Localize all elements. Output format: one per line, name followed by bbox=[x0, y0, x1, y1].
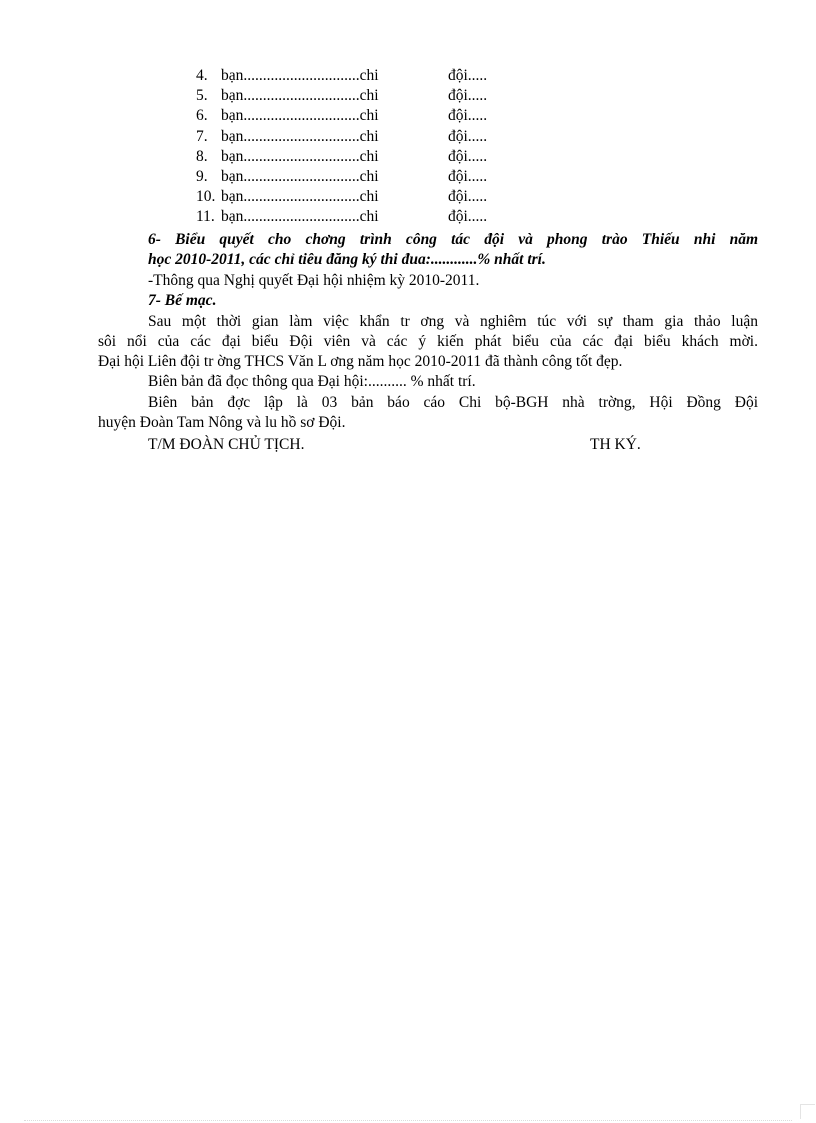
item-unit-line: đội..... bbox=[448, 67, 488, 84]
item-unit-line: đội..... bbox=[448, 208, 488, 226]
item-number: 11. bbox=[196, 208, 215, 226]
chair-signature-label: T/M ĐOÀN CHỦ TỊCH. bbox=[148, 436, 305, 453]
item-name-line: bạn..............................chi bbox=[221, 67, 379, 84]
list-item bbox=[196, 207, 516, 227]
section-6-line-2: học 2010-2011, các chỉ tiêu đăng ký thi đua:............% nhất trí. bbox=[148, 251, 546, 269]
item-name-line: bạn..............................chi bbox=[221, 208, 379, 226]
closing-line-3: Đại hội Liên đội tr ờng THCS Văn L ơng năm học 2010-2011 đã thành công tốt đẹp. bbox=[98, 353, 623, 371]
list-item bbox=[196, 106, 516, 126]
minutes-read-line: Biên bản đã đọc thông qua Đại hội:.......... % nhất trí. bbox=[148, 373, 476, 391]
list-item bbox=[196, 127, 516, 147]
item-unit-line: đội..... bbox=[448, 127, 488, 145]
secretary-signature-label: TH KÝ. bbox=[590, 436, 641, 453]
list-item bbox=[196, 187, 516, 207]
item-name-line: bạn..............................chi bbox=[221, 87, 379, 105]
item-unit-line: đội..... bbox=[448, 147, 488, 165]
section-6-line-1: 6- Biểu quyết cho chơng trình công tác đội và phong trào Thiếu nhi năm bbox=[148, 231, 758, 248]
page-bottom-divider bbox=[24, 1120, 792, 1121]
item-number: 8. bbox=[196, 147, 208, 165]
minutes-made-line-2: huyện Đoàn Tam Nông và lu hồ sơ Đội. bbox=[98, 414, 346, 432]
item-number: 4. bbox=[196, 67, 208, 84]
list-item bbox=[196, 167, 516, 187]
item-name-line: bạn..............................chi bbox=[221, 167, 379, 185]
item-unit-line: đội..... bbox=[448, 87, 488, 105]
item-number: 6. bbox=[196, 107, 208, 125]
list-item bbox=[196, 147, 516, 167]
item-unit-line: đội..... bbox=[448, 107, 488, 125]
section-7-heading: 7- Bế mạc. bbox=[148, 292, 217, 310]
section-6-heading bbox=[98, 230, 758, 271]
closing-line-1: Sau một thời gian làm việc khẩn tr ơng và nghiêm túc với sự tham gia thảo luận bbox=[148, 312, 758, 330]
item-name-line: bạn..............................chi bbox=[221, 147, 379, 165]
list-item bbox=[196, 66, 516, 86]
item-number: 10. bbox=[196, 188, 216, 206]
item-unit-line: đội..... bbox=[448, 188, 488, 206]
minutes-made-line-1: Biên bản đợc lập là 03 bản báo cáo Chi bộ-BGH nhà trờng, Hội Đồng Đội bbox=[148, 393, 758, 411]
item-number: 7. bbox=[196, 127, 208, 145]
item-number: 5. bbox=[196, 87, 208, 105]
resolution-line: -Thông qua Nghị quyết Đại hội nhiệm kỳ 2010-2011. bbox=[148, 272, 480, 289]
list-item bbox=[196, 86, 516, 106]
item-unit-line: đội..... bbox=[448, 167, 488, 185]
delegate-list bbox=[196, 66, 516, 228]
closing-line-2: sôi nổi của các đại biểu Đội viên và các ý kiến phát biểu của các đại biểu khách mời. bbox=[98, 332, 758, 350]
item-number: 9. bbox=[196, 167, 208, 185]
item-name-line: bạn..............................chi bbox=[221, 127, 379, 145]
page-corner-mark bbox=[800, 1104, 815, 1119]
item-name-line: bạn..............................chi bbox=[221, 107, 379, 125]
item-name-line: bạn..............................chi bbox=[221, 188, 379, 206]
body-text bbox=[98, 271, 758, 433]
